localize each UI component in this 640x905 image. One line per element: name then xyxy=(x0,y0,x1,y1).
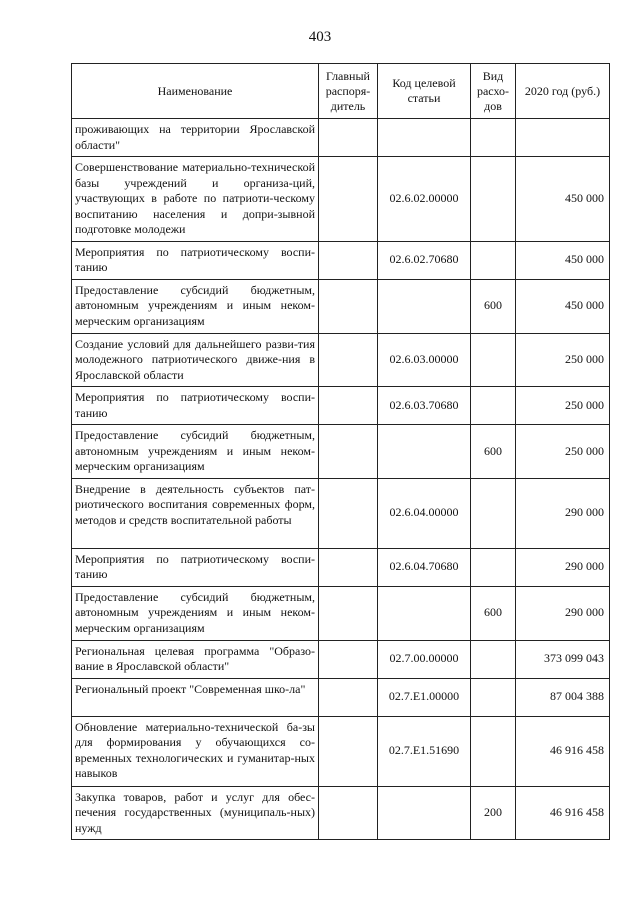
table-row xyxy=(72,425,610,479)
row-code xyxy=(378,786,471,840)
row-manager xyxy=(319,786,378,840)
row-amount: 373 099 043 xyxy=(516,640,610,678)
row-kind: 600 xyxy=(471,425,516,479)
table-row xyxy=(72,678,610,716)
header-amount: 2020 год (руб.) xyxy=(516,64,610,119)
table-row xyxy=(72,716,610,786)
table-row xyxy=(72,640,610,678)
row-name: Региональный проект "Современная шко-ла" xyxy=(72,678,319,716)
row-amount: 46 916 458 xyxy=(516,716,610,786)
row-name: Внедрение в деятельность субъектов пат-риотического воспитания современных форм, методов и средств воспитательной работы xyxy=(72,478,319,548)
row-kind xyxy=(471,387,516,425)
row-code xyxy=(378,119,471,157)
row-name: Предоставление субсидий бюджетным, автономным учреждениям и иным неком-мерческим организациям xyxy=(72,586,319,640)
row-kind xyxy=(471,478,516,548)
row-manager xyxy=(319,333,378,387)
row-manager xyxy=(319,548,378,586)
row-code: 02.6.02.70680 xyxy=(378,241,471,279)
row-kind xyxy=(471,157,516,242)
row-name: Закупка товаров, работ и услуг для обес-печения государственных (муниципаль-ных) нужд xyxy=(72,786,319,840)
row-kind xyxy=(471,640,516,678)
table-row xyxy=(72,241,610,279)
row-manager xyxy=(319,586,378,640)
row-kind xyxy=(471,548,516,586)
row-name: Совершенствование материально-технической базы учреждений и организа-ций, участвующих в работе по патриоти-ческому воспитанию населения и допри-зывной подготовке молодежи xyxy=(72,157,319,242)
row-kind xyxy=(471,119,516,157)
row-code: 02.6.02.00000 xyxy=(378,157,471,242)
header-name: Наименование xyxy=(72,64,319,119)
row-amount: 290 000 xyxy=(516,586,610,640)
table-row xyxy=(72,279,610,333)
row-code xyxy=(378,279,471,333)
row-amount: 290 000 xyxy=(516,478,610,548)
row-name: Предоставление субсидий бюджетным, автономным учреждениям и иным неком-мерческим организациям xyxy=(72,279,319,333)
table-row xyxy=(72,548,610,586)
row-name: Создание условий для дальнейшего разви-тия молодежного патриотического движе-ния в Ярославской области xyxy=(72,333,319,387)
row-manager xyxy=(319,678,378,716)
header-code: Код целевой статьи xyxy=(378,64,471,119)
row-name: Мероприятия по патриотическому воспи-танию xyxy=(72,241,319,279)
row-code: 02.7.E1.00000 xyxy=(378,678,471,716)
row-kind: 200 xyxy=(471,786,516,840)
row-code: 02.7.E1.51690 xyxy=(378,716,471,786)
row-manager xyxy=(319,119,378,157)
row-amount: 290 000 xyxy=(516,548,610,586)
row-name: Мероприятия по патриотическому воспи-танию xyxy=(72,548,319,586)
row-code: 02.6.04.00000 xyxy=(378,478,471,548)
header-row xyxy=(72,64,610,119)
row-name: Обновление материально-технической ба-зы для формирования у обучающихся со-временных технологических и гуманитар-ных навыков xyxy=(72,716,319,786)
row-name: Предоставление субсидий бюджетным, автономным учреждениям и иным неком-мерческим организациям xyxy=(72,425,319,479)
row-manager xyxy=(319,640,378,678)
row-code: 02.6.03.00000 xyxy=(378,333,471,387)
row-code: 02.6.03.70680 xyxy=(378,387,471,425)
row-code: 02.6.04.70680 xyxy=(378,548,471,586)
row-amount: 87 004 388 xyxy=(516,678,610,716)
table-row xyxy=(72,119,610,157)
row-amount: 250 000 xyxy=(516,425,610,479)
row-amount: 450 000 xyxy=(516,157,610,242)
header-manager: Главный распоря-дитель xyxy=(319,64,378,119)
table-row xyxy=(72,157,610,242)
page-number: 403 xyxy=(308,29,332,45)
row-manager xyxy=(319,279,378,333)
row-amount: 46 916 458 xyxy=(516,786,610,840)
row-name: Мероприятия по патриотическому воспи-танию xyxy=(72,387,319,425)
row-manager xyxy=(319,387,378,425)
row-name: проживающих на территории Ярославской области" xyxy=(72,119,319,157)
row-amount: 450 000 xyxy=(516,241,610,279)
row-name: Региональная целевая программа "Образо-вание в Ярославской области" xyxy=(72,640,319,678)
row-amount: 250 000 xyxy=(516,387,610,425)
row-kind: 600 xyxy=(471,586,516,640)
row-code: 02.7.00.00000 xyxy=(378,640,471,678)
header-kind: Вид расхо-дов xyxy=(471,64,516,119)
row-kind xyxy=(471,333,516,387)
table-row xyxy=(72,333,610,387)
row-manager xyxy=(319,157,378,242)
table-header xyxy=(72,64,610,119)
row-manager xyxy=(319,425,378,479)
row-kind xyxy=(471,678,516,716)
row-manager xyxy=(319,478,378,548)
row-amount: 450 000 xyxy=(516,279,610,333)
row-amount xyxy=(516,119,610,157)
row-manager xyxy=(319,716,378,786)
row-manager xyxy=(319,241,378,279)
row-kind xyxy=(471,241,516,279)
row-kind: 600 xyxy=(471,279,516,333)
table-row xyxy=(72,478,610,548)
table-row xyxy=(72,586,610,640)
row-code xyxy=(378,425,471,479)
row-amount: 250 000 xyxy=(516,333,610,387)
row-code xyxy=(378,586,471,640)
row-kind xyxy=(471,716,516,786)
budget-table xyxy=(71,63,610,840)
table-body xyxy=(72,119,610,840)
table-row xyxy=(72,786,610,840)
table-row xyxy=(72,387,610,425)
